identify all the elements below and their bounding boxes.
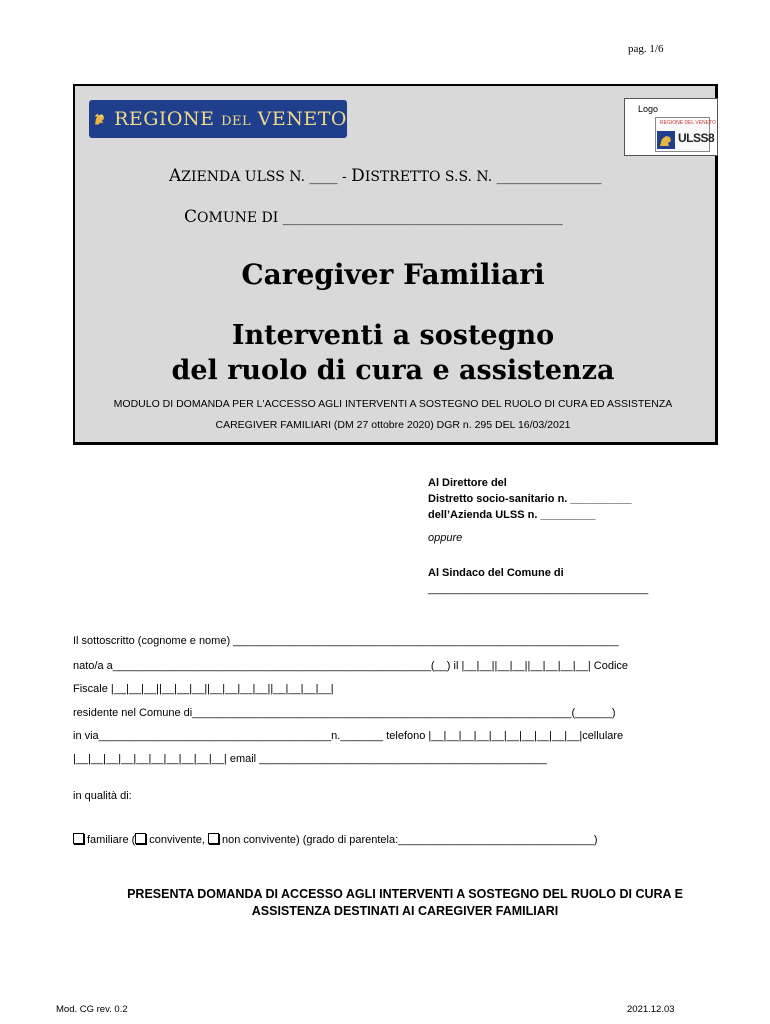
lion-of-saint-mark-icon: [93, 104, 106, 134]
page-number: pag. 1/6: [628, 43, 664, 55]
nato-field[interactable]: nato/a a____________________________________________________(__) il |__|__||__|__||__|__|__|__| Codice: [73, 660, 629, 672]
form-title: Caregiver Familiari: [241, 258, 545, 291]
oppure-text: oppure: [428, 532, 463, 544]
qualita-label: in qualità di:: [73, 790, 132, 802]
codice-fiscale-field[interactable]: Fiscale |__|__|__||__|__|__||__|__|__|__||__|__|__|__|: [73, 683, 334, 695]
cellulare-email-field[interactable]: |__|__|__|__|__|__|__|__|__|__| email _______________________________________________: [73, 753, 547, 765]
addressee-block: Al Direttore del Distretto socio-sanitario n. __________ dell’Azienda ULSS n. _________: [428, 477, 632, 521]
sottoscritto-field[interactable]: Il sottoscritto (cognome e nome) _______________________________________________________________: [73, 635, 619, 647]
regione-veneto-wordmark: REGIONE DEL VENETO: [114, 108, 347, 130]
sindaco-addressee: Al Sindaco del Comune di ____________________________________: [428, 567, 649, 595]
logo-label: Logo: [638, 104, 659, 114]
non-convivente-checkbox[interactable]: [208, 833, 219, 844]
familiare-checkbox[interactable]: [73, 833, 84, 844]
azienda-distretto-line: AZIENDA ULSS N. ____ - DISTRETTO S.S. N. _______________: [169, 166, 602, 186]
footer-revision: Mod. CG rev. 0.2: [56, 1004, 128, 1015]
ulss-lion-icon: [657, 131, 675, 149]
familiare-row: familiare ( convivente, non convivente) (grado di parentela:________________________________): [73, 833, 598, 846]
modulo-description: MODULO DI DOMANDA PER L'ACCESSO AGLI INTERVENTI A SOSTEGNO DEL RUOLO DI CURA ED ASSISTENZA CAREGIVER FAMILIARI (DM 27 ottobre 2020) DGR n. 295 DEL 16/03/2021: [113, 398, 673, 431]
regione-veneto-logo: [89, 100, 347, 138]
presenta-domanda-heading: PRESENTA DOMANDA DI ACCESSO AGLI INTERVENTI A SOSTEGNO DEL RUOLO DI CURA E ASSISTENZA DESTINATI AI CAREGIVER FAMILIARI: [127, 887, 683, 918]
ulss-logo-caption: REGIONE DEL VENETO: [660, 120, 716, 126]
convivente-checkbox[interactable]: [135, 833, 146, 844]
form-subtitle: Interventi a sostegno del ruolo di cura e assistenza: [171, 320, 615, 386]
footer-date: 2021.12.03: [627, 1004, 675, 1015]
ulss-logo-text: ULSS8: [678, 131, 715, 145]
via-telefono-field[interactable]: in via______________________________________n._______ telefono |__|__|__|__|__|__|__|__|__|__|cellulare: [73, 730, 624, 742]
residente-field[interactable]: residente nel Comune di______________________________________________________________(______): [73, 707, 616, 719]
comune-line: COMUNE DI ________________________________________: [184, 207, 563, 227]
